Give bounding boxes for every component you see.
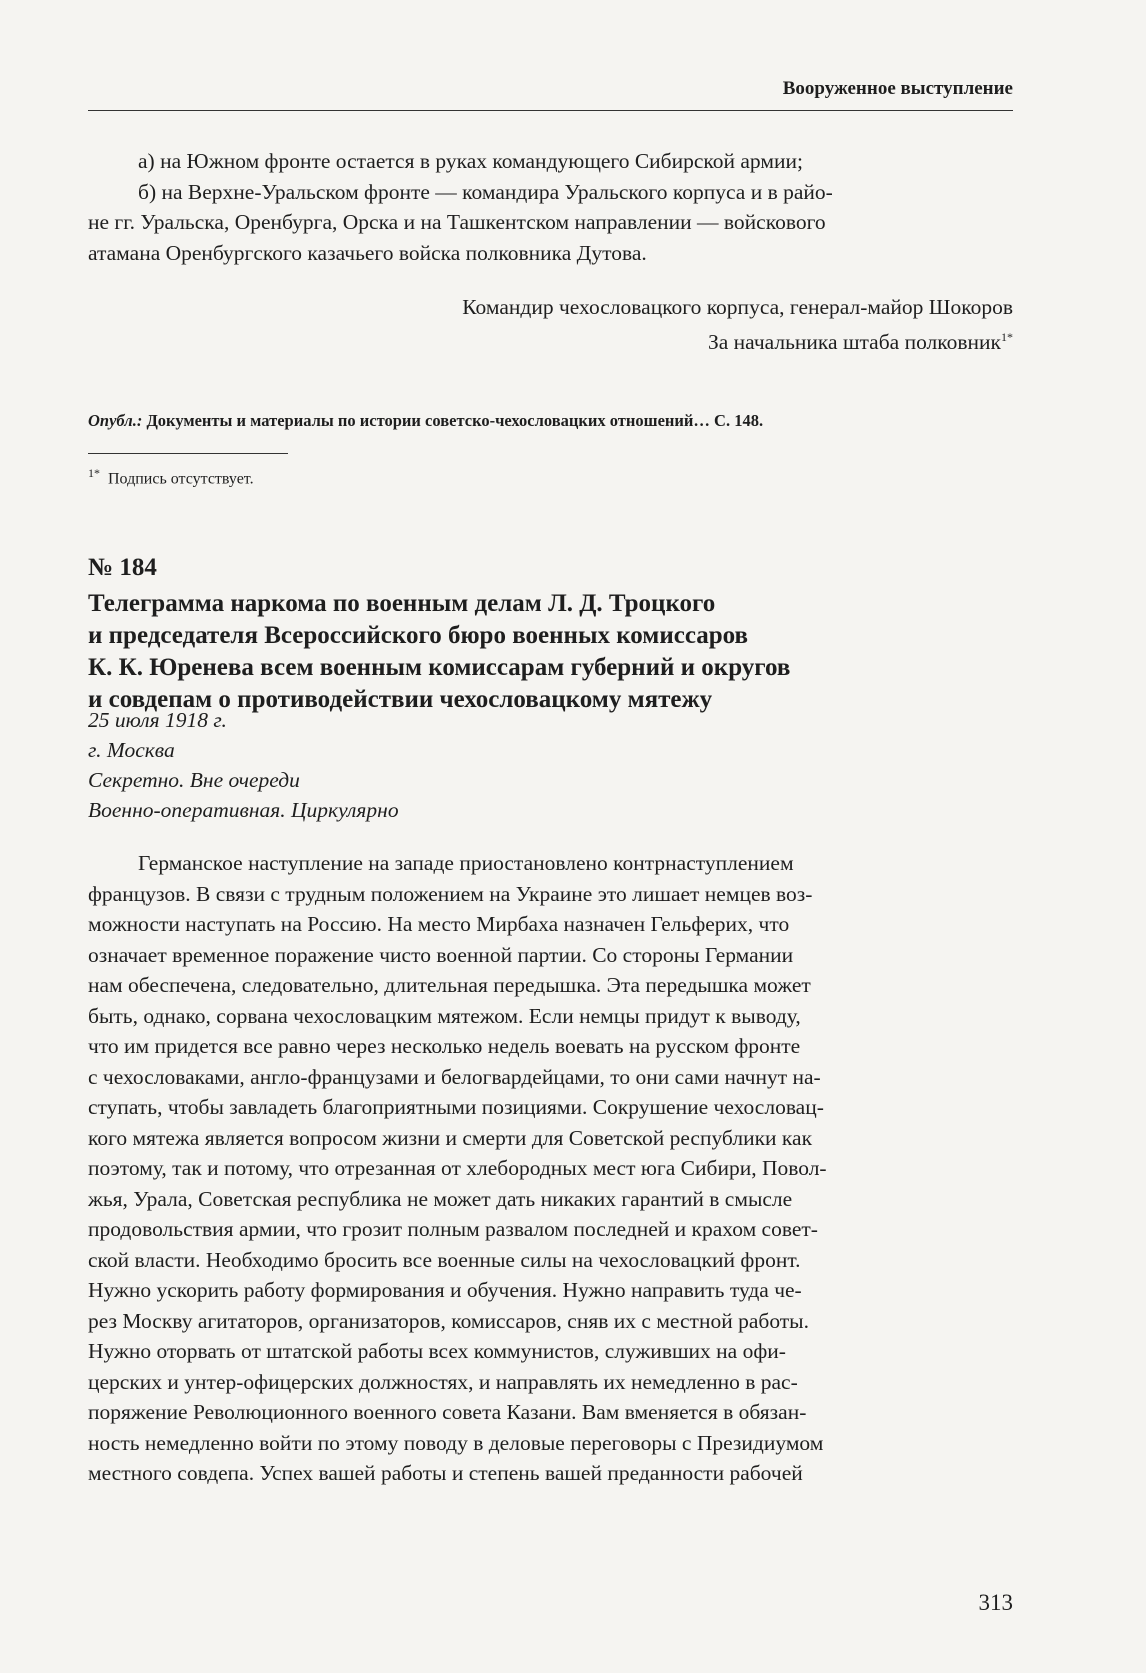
footnote-text: Подпись отсутствует.: [108, 470, 254, 488]
body-line: рез Москву агитаторов, организаторов, комиссаров, сняв их с местной работы.: [88, 1308, 809, 1333]
footnote-rule: [88, 453, 288, 454]
publication-label: Опубл.:: [88, 411, 143, 430]
body-line: ность немедленно войти по этому поводу в деловые переговоры с Президиумом: [88, 1430, 824, 1455]
body-line: Германское наступление на западе приостановлено контрнаступлением: [138, 851, 794, 875]
title-line: и председателя Всероссийского бюро военных комиссаров: [88, 622, 749, 649]
document-body: [88, 848, 1013, 1489]
body-line: церских и унтер-офицерских должностях, и направлять их немедленно в рас-: [88, 1369, 798, 1394]
body-line: Нужно ускорить работу формирования и обучения. Нужно направить туда че-: [88, 1278, 802, 1302]
signature-chief-of-staff: [708, 322, 1013, 357]
body-line: что им придется все равно через несколько недель воевать на русском фронте: [88, 1034, 801, 1058]
body-line: с чехословаками, англо-французами и белогвардейцами, то они сами начнут на-: [88, 1064, 821, 1089]
body-line: французов. В связи с трудным положением на Украине это лишает немцев воз-: [88, 881, 813, 906]
document-secrecy: Секретно. Вне очереди: [88, 768, 300, 792]
header-rule: [88, 110, 1013, 111]
publication-note: [88, 411, 1013, 431]
footnote: [88, 466, 254, 488]
body-line: ступать, чтобы завладеть благоприятными позициями. Сокрушение чехословац-: [88, 1095, 824, 1119]
body-line: жья, Урала, Советская республика не может дать никаких гарантий в смысле: [88, 1186, 793, 1211]
footnote-mark: 1*: [88, 466, 100, 480]
document-classification: Военно-оперативная. Циркулярно: [88, 798, 399, 822]
text-line: атамана Оренбургского казачьего войска полковника Дутова.: [88, 240, 647, 265]
body-line: поэтому, так и потому, что отрезанная от хлебородных мест юга Сибири, Повол-: [88, 1156, 827, 1180]
body-line: можности наступать на Россию. На место Мирбаха назначен Гельферих, что: [88, 912, 790, 936]
body-line: означает временное поражение чисто военной партии. Со стороны Германии: [88, 942, 794, 967]
text-line: не гг. Уральска, Оренбурга, Орска и на Ташкентском направлении — войскового: [88, 210, 826, 234]
publication-text: Документы и материалы по истории советско-чехословацких отношений… С. 148.: [146, 411, 764, 430]
body-line: Нужно оторвать от штатской работы всех коммунистов, служивших на офи-: [88, 1339, 786, 1363]
signature-chief-of-staff-text: За начальника штаба полковник: [707, 330, 1001, 355]
document-date: 25 июля 1918 г.: [88, 708, 227, 732]
body-line: нам обеспечена, следовательно, длительная передышка. Эта передышка может: [88, 973, 811, 997]
body-line: продовольствия армии, что грозит полным развалом последней и крахом совет-: [88, 1217, 818, 1241]
title-line: К. К. Юренева всем военным комиссарам губерний и округов: [88, 654, 791, 681]
text-line: б) на Верхне-Уральском фронте — командира Уральского корпуса и в райо-: [138, 179, 833, 204]
text-line: а) на Южном фронте остается в руках командующего Сибирской армии;: [138, 149, 803, 173]
signature-commander: Командир чехословацкого корпуса, генерал-майор Шокоров: [462, 295, 1013, 319]
page-number: 313: [978, 1590, 1013, 1615]
body-line: поряжение Революционного военного совета Казани. Вам вменяется в обязан-: [88, 1400, 807, 1424]
body-line: ской власти. Необходимо бросить все военные силы на чехословацкий фронт.: [88, 1247, 801, 1272]
body-line: местного совдепа. Успех вашей работы и степень вашей преданности рабочей: [88, 1461, 803, 1485]
body-line: быть, однако, сорвана чехословацким мятежом. Если немцы придут к выводу,: [88, 1003, 801, 1028]
running-header: Вооруженное выступление: [782, 78, 1013, 99]
document-number: № 184: [88, 554, 157, 581]
prev-document-text: [88, 146, 1013, 268]
body-line: кого мятежа является вопросом жизни и смерти для Советской республики как: [88, 1125, 813, 1150]
title-line: Телеграмма наркома по военным делам Л. Д. Троцкого: [88, 590, 716, 617]
title-line: и совдепам о противодействии чехословацкому мятежу: [88, 686, 713, 713]
document-title: [88, 588, 1013, 716]
document-place: г. Москва: [88, 738, 175, 762]
footnote-reference: 1*: [1001, 330, 1013, 344]
